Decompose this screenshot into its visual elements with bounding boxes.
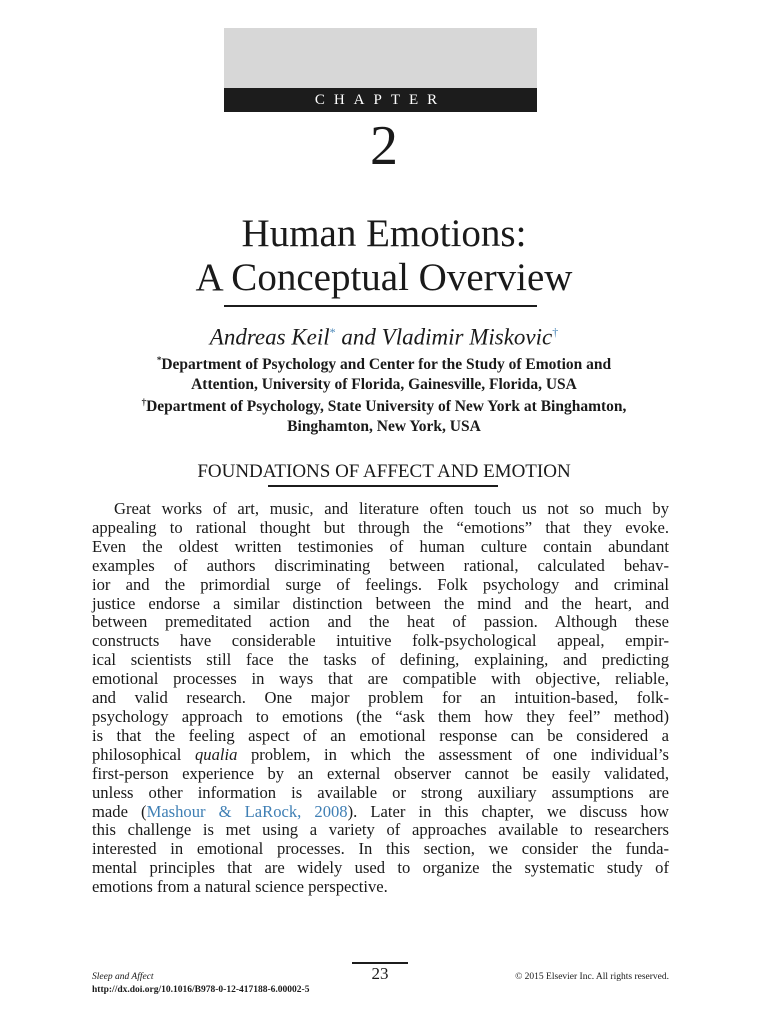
affiliation-2	[60, 392, 708, 437]
qualia-term: qualia	[194, 744, 238, 764]
chapter-title	[0, 212, 768, 300]
body-line: is that the feeling aspect of an emotional response can be considered a	[92, 725, 669, 745]
body-line: constructs have considerable intuitive folk-psychological appeal, empir-	[92, 631, 669, 651]
author-connector: and	[335, 324, 382, 350]
body-line: appealing to rational thought but through the “emotions” that they evoke.	[92, 517, 669, 537]
chapter-band	[224, 28, 537, 88]
footer-book-info	[92, 971, 309, 997]
body-text-span: philosophical	[92, 744, 195, 764]
author-miskovic-affiliation-mark[interactable]: †	[552, 325, 559, 339]
affiliation-1-line-1: Department of Psychology and Center for the Study of Emotion and	[161, 356, 612, 374]
body-line: unless other information is available or strong auxiliary assumptions are	[92, 782, 669, 802]
body-paragraph	[92, 500, 669, 897]
author-miskovic: Vladimir Miskovic	[381, 324, 553, 350]
body-line-citation	[92, 803, 669, 822]
body-line: mental principles that are widely used to organize the systematic study of	[92, 858, 669, 878]
affiliation-2-mark: †	[141, 397, 147, 407]
body-line: first-person experience by an external observer cannot be easily validated,	[92, 763, 669, 783]
page-number: 23	[371, 964, 389, 983]
author-keil: Andreas Keil	[209, 324, 330, 350]
body-line: between premeditated action and the heat of passion. Although these	[92, 612, 669, 632]
body-line: emotional processes in ways that are compatible with objective, reliable,	[92, 669, 669, 689]
chapter-number: 2	[370, 115, 398, 177]
body-line: justice endorse a similar distinction between the mind and the heart, and	[92, 593, 669, 613]
body-line: interested in emotional processes. In this section, we consider the funda-	[92, 839, 669, 859]
chapter-title-line-1: Human Emotions:	[241, 212, 527, 255]
body-line: Even the oldest written testimonies of human culture contain abundant	[92, 536, 669, 556]
affiliation-2-line-2: Binghamton, New York, USA	[287, 418, 481, 436]
body-text-span: problem, in which the assessment of one individual’s	[237, 744, 670, 764]
body-line-qualia	[92, 746, 669, 765]
book-title: Sleep and Affect	[92, 972, 154, 982]
chapter-header	[224, 28, 537, 112]
body-line: psychology approach to emotions (the “ask them how they feel” method)	[92, 706, 669, 726]
doi-link[interactable]: http://dx.doi.org/10.1016/B978-0-12-417188-6.00002-5	[92, 985, 310, 995]
copyright-notice: © 2015 Elsevier Inc. All rights reserved.	[515, 972, 669, 982]
affiliation-1-line-2: Attention, University of Florida, Gainesville, Florida, USA	[191, 376, 577, 394]
body-line: and valid research. One major problem for an intuition-based, folk-	[92, 688, 669, 708]
title-rule	[224, 305, 537, 307]
author-keil-affiliation-mark[interactable]: *	[329, 325, 336, 339]
chapter-title-line-2: A Conceptual Overview	[195, 256, 573, 299]
body-text-span: made (	[92, 801, 147, 821]
body-line: emotions from a natural science perspective.	[92, 877, 388, 897]
affiliation-1	[60, 350, 708, 395]
body-line: ior and the primordial surge of feelings. Folk psychology and criminal	[92, 574, 669, 594]
body-text-span: ). Later in this chapter, we discuss how	[347, 801, 669, 821]
section-heading-rule	[268, 485, 498, 487]
body-line: ical scientists still face the tasks of defining, explaining, and predicting	[92, 650, 669, 670]
chapter-label: CHAPTER	[224, 88, 537, 112]
body-line: Great works of art, music, and literature often touch us not so much by	[114, 499, 669, 518]
body-line: this challenge is met using a variety of approaches available to researchers	[92, 820, 669, 840]
author-line	[0, 316, 768, 354]
section-heading: FOUNDATIONS OF AFFECT AND EMOTION	[197, 461, 571, 482]
affiliation-1-mark: *	[156, 355, 162, 365]
body-line: examples of authors discriminating between rational, calculated behav-	[92, 555, 669, 575]
citation-link-mashour-larock[interactable]: Mashour & LaRock, 2008	[146, 801, 348, 821]
affiliation-2-line-1: Department of Psychology, State University of New York at Binghamton,	[146, 398, 627, 416]
